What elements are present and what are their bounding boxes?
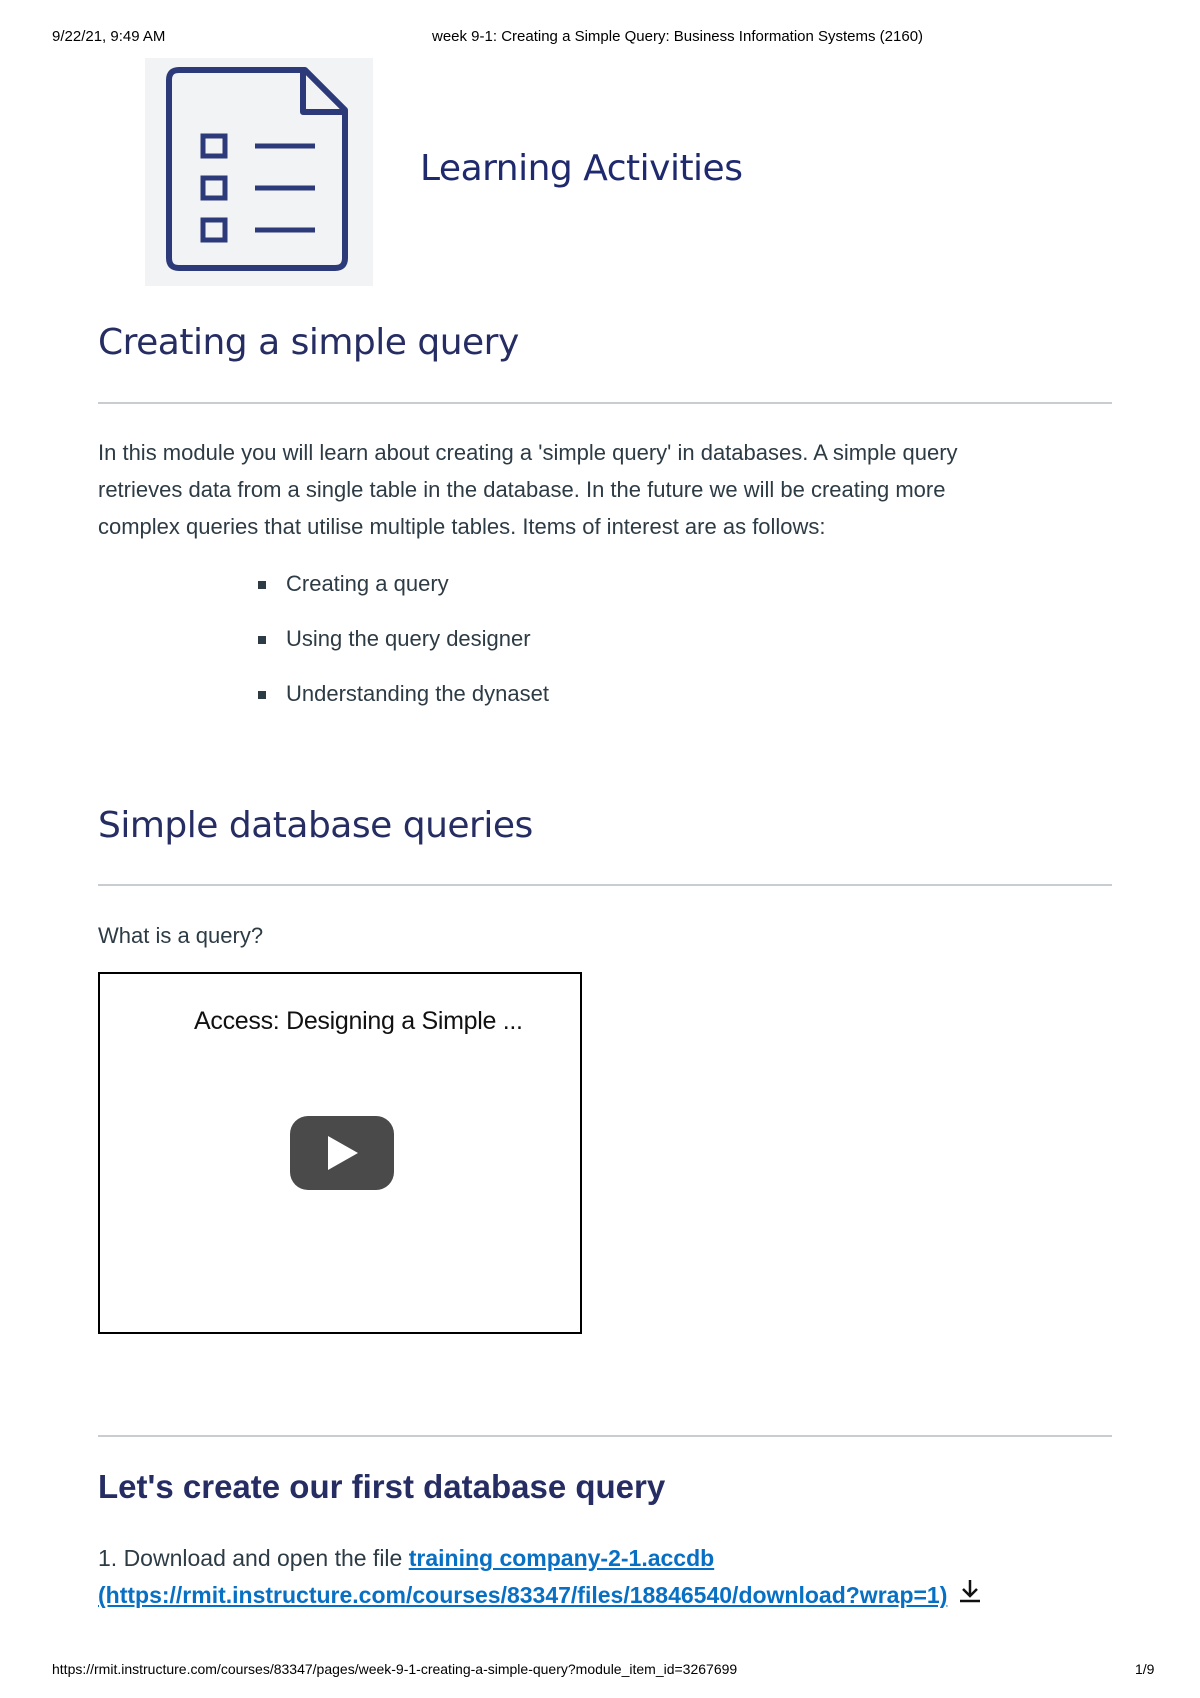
bullet-square-icon — [258, 691, 266, 699]
play-icon — [328, 1136, 358, 1170]
print-url: https://rmit.instructure.com/courses/83347/pages/week-9-1-creating-a-simple-query?module_item_id=3267699 — [52, 1661, 738, 1677]
print-page-number: 1/9 — [1135, 1661, 1155, 1677]
bullet-square-icon — [258, 581, 266, 589]
print-page-title: week 9-1: Creating a Simple Query: Business Information Systems (2160) — [432, 28, 924, 45]
intro-line: retrieves data from a single table in the database. In the future we will be creating more — [98, 477, 946, 502]
video-title[interactable]: Access: Designing a Simple ... — [194, 1007, 523, 1035]
banner-title: Learning Activities — [420, 148, 743, 189]
section-heading-creating-simple-query: Creating a simple query — [98, 322, 519, 363]
file-download-link[interactable]: training company-2-1.accdb — [408, 1545, 715, 1571]
intro-line: In this module you will learn about creating a 'simple query' in databases. A simple query — [98, 440, 958, 465]
intro-paragraph — [98, 434, 1108, 545]
list-item — [258, 621, 549, 676]
section-heading-first-database-query: Let's create our first database query — [98, 1468, 666, 1505]
file-url-link[interactable]: (https://rmit.instructure.com/courses/83347/files/18846540/download?wrap=1) — [98, 1582, 948, 1608]
video-embed[interactable] — [98, 972, 582, 1334]
section-divider — [98, 884, 1112, 886]
step-1 — [98, 1540, 983, 1615]
topics-list — [258, 566, 549, 731]
checklist-document-icon — [145, 58, 373, 286]
list-item — [258, 566, 549, 621]
list-item — [258, 676, 549, 731]
play-button[interactable] — [290, 1116, 394, 1190]
question-text: What is a query? — [98, 923, 264, 948]
intro-line: complex queries that utilise multiple tables. Items of interest are as follows: — [98, 514, 826, 539]
list-item-label: Understanding the dynaset — [286, 681, 549, 706]
section-heading-simple-database-queries: Simple database queries — [98, 805, 533, 846]
print-date: 9/22/21, 9:49 AM — [52, 28, 166, 45]
step-1-text: 1. Download and open the file — [98, 1545, 409, 1571]
list-item-label: Creating a query — [286, 571, 449, 596]
section-divider — [98, 1435, 1112, 1437]
download-icon[interactable] — [957, 1578, 983, 1615]
bullet-square-icon — [258, 636, 266, 644]
section-divider — [98, 402, 1112, 404]
list-item-label: Using the query designer — [286, 626, 531, 651]
